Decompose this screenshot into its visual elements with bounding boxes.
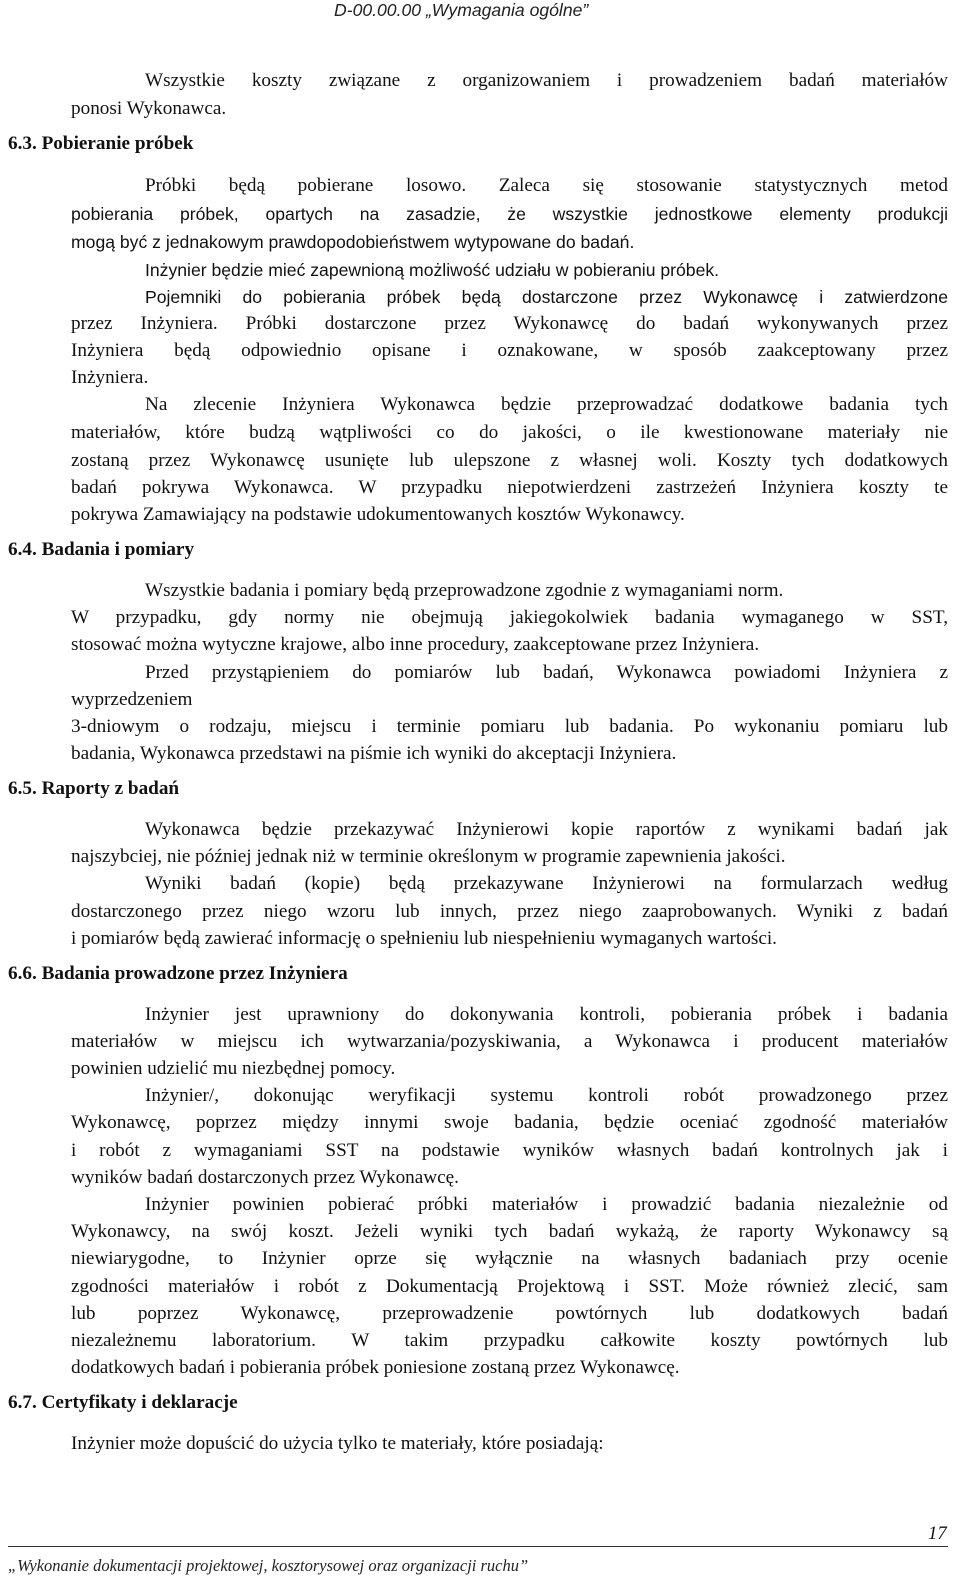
paragraph-line: niewiarygodne, to Inżynier oprze się wyłącznie na własnych badaniach przy ocenie <box>71 1248 948 1269</box>
paragraph-line: Inżynier/, dokonując weryfikacji systemu kontroli robót prowadzonego przez <box>145 1085 948 1106</box>
paragraph-line: Inżynier jest uprawniony do dokonywania kontroli, pobierania próbek i badania <box>145 1004 948 1025</box>
paragraph-line: dodatkowych badań i pobierania próbek poniesione zostaną przez Wykonawcę. <box>71 1357 680 1378</box>
paragraph-line: Wszystkie badania i pomiary będą przeprowadzone zgodnie z wymaganiami norm. <box>145 580 784 601</box>
paragraph-line: badań pokrywa Wykonawca. W przypadku niepotwierdzeni zastrzeżeń Inżyniera koszty te <box>71 477 948 498</box>
paragraph-line: Przed przystąpieniem do pomiarów lub badań, Wykonawca powiadomi Inżyniera z <box>145 662 948 683</box>
paragraph-line: Inżyniera. <box>71 367 149 388</box>
paragraph-line: W przypadku, gdy normy nie obejmują jakiegokolwiek badania wymaganego w SST, <box>71 607 948 628</box>
paragraph-line: materiałów w miejscu ich wytwarzania/pozyskiwania, a Wykonawca i producent materiałów <box>71 1031 948 1052</box>
paragraph-line: materiałów, które budzą wątpliwości co do jakości, o ile kwestionowane materiały nie <box>71 422 948 443</box>
paragraph-line: zostaną przez Wykonawcę usunięte lub ulepszone z własnej woli. Koszty tych dodatkowych <box>71 450 948 471</box>
section-heading: 6.6. Badania prowadzone przez Inżyniera <box>8 963 348 984</box>
paragraph-line: i robót z wymaganiami SST na podstawie wyników własnych badań kontrolnych jak i <box>71 1140 948 1161</box>
paragraph-line: mogą być z jednakowym prawdopodobieństwem wytypowane do badań. <box>71 232 635 252</box>
paragraph-line: wyprzedzeniem <box>71 689 193 710</box>
paragraph-line: Na zlecenie Inżyniera Wykonawca będzie przeprowadzać dodatkowe badania tych <box>145 394 948 415</box>
paragraph-line: Wszystkie koszty związane z organizowaniem i prowadzeniem badań materiałów <box>145 70 948 91</box>
paragraph-line: Wykonawcy, na swój koszt. Jeżeli wyniki tych badań wykażą, że raporty Wykonawcy są <box>71 1221 948 1242</box>
paragraph-line: Wykonawcę, poprzez między innymi swoje badania, będzie oceniać zgodność materiałów <box>71 1112 948 1133</box>
footer-text: „Wykonanie dokumentacji projektowej, kosztorysowej oraz organizacji ruchu” <box>8 1556 529 1575</box>
paragraph-line: badania, Wykonawca przedstawi na piśmie ich wyniki do akceptacji Inżyniera. <box>71 743 677 764</box>
paragraph-line: Inżyniera będą odpowiednio opisane i oznakowane, w sposób zaakceptowany przez <box>71 340 948 361</box>
paragraph-line: najszybciej, nie później jednak niż w terminie określonym w programie zapewnienia jakości. <box>71 846 786 867</box>
paragraph-line: Inżynier będzie mieć zapewnioną możliwość udziału w pobieraniu próbek. <box>145 260 720 280</box>
section-heading: 6.7. Certyfikaty i deklaracje <box>8 1392 238 1413</box>
page-number: 17 <box>928 1523 947 1544</box>
paragraph-line: ponosi Wykonawca. <box>71 98 227 119</box>
paragraph-line: zgodności materiałów i robót z Dokumentacją Projektową i SST. Może również zlecić, sam <box>71 1276 948 1297</box>
section-heading: 6.3. Pobieranie próbek <box>8 133 194 154</box>
paragraph-line: przez Inżyniera. Próbki dostarczone przez Wykonawcę do badań wykonywanych przez <box>71 313 948 334</box>
paragraph-line: i pomiarów będą zawierać informację o spełnieniu lub niespełnieniu wymaganych wartości. <box>71 928 777 949</box>
paragraph-line: Inżynier powinien pobierać próbki materiałów i prowadzić badania niezależnie od <box>145 1194 948 1215</box>
paragraph-line: niezależnemu laboratorium. W takim przypadku całkowite koszty powtórnych lub <box>71 1330 948 1351</box>
paragraph-line: Próbki będą pobierane losowo. Zaleca się stosowanie statystycznych metod <box>145 175 948 196</box>
section-heading: 6.5. Raporty z badań <box>8 778 180 799</box>
paragraph-line: stosować można wytyczne krajowe, albo inne procedury, zaakceptowane przez Inżyniera. <box>71 634 760 655</box>
paragraph-line: pokrywa Zamawiający na podstawie udokumentowanych kosztów Wykonawcy. <box>71 504 685 525</box>
paragraph-line: Inżynier może dopuścić do użycia tylko te materiały, które posiadają: <box>71 1433 604 1454</box>
paragraph-line: dostarczonego przez niego wzoru lub innych, przez niego zaaprobowanych. Wyniki z badań <box>71 901 948 922</box>
paragraph-line: 3-dniowym o rodzaju, miejscu i terminie pomiaru lub badania. Po wykonaniu pomiaru lub <box>71 716 948 737</box>
document-header-title: D-00.00.00 „Wymagania ogólne” <box>334 0 589 20</box>
paragraph-line: Pojemniki do pobierania próbek będą dostarczone przez Wykonawcę i zatwierdzone <box>145 287 948 307</box>
section-heading: 6.4. Badania i pomiary <box>8 539 195 560</box>
footer-divider <box>8 1546 948 1547</box>
paragraph-line: lub poprzez Wykonawcę, przeprowadzenie powtórnych lub dodatkowych badań <box>71 1303 948 1324</box>
paragraph-line: wyników badań dostarczonych przez Wykonawcę. <box>71 1167 459 1188</box>
paragraph-line: pobierania próbek, opartych na zasadzie, że wszystkie jednostkowe elementy produkcji <box>71 204 948 224</box>
paragraph-line: Wyniki badań (kopie) będą przekazywane Inżynierowi na formularzach według <box>145 873 948 894</box>
paragraph-line: powinien udzielić mu niezbędnej pomocy. <box>71 1058 396 1079</box>
paragraph-line: Wykonawca będzie przekazywać Inżynierowi kopie raportów z wynikami badań jak <box>145 819 948 840</box>
